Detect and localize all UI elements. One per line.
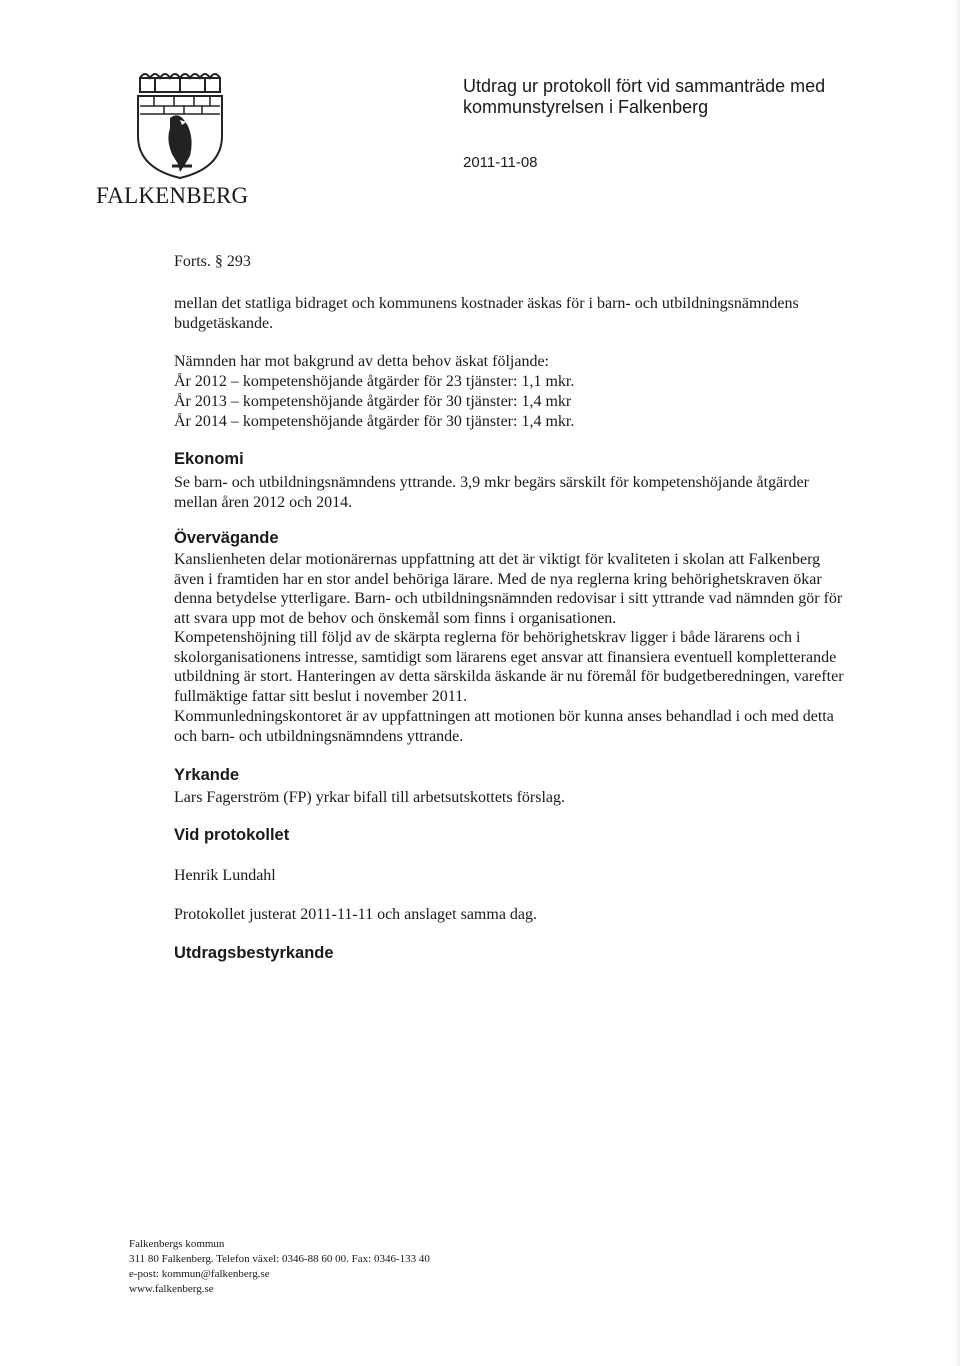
list-item: År 2013 – kompetenshöjande åtgärder för 30 tjänster: 1,4 mkr — [174, 393, 572, 410]
footer-contact — [129, 1237, 430, 1297]
heading-vid-protokollet: Vid protokollet — [174, 826, 290, 844]
footer-org: Falkenbergs kommun — [129, 1238, 225, 1250]
signatory-name: Henrik Lundahl — [174, 867, 276, 884]
justering-text: Protokollet justerat 2011-11-11 och anslaget samma dag. — [174, 906, 538, 923]
document-title: Utdrag ur protokoll fört vid sammanträde med kommunstyrelsen i Falkenberg — [463, 76, 826, 117]
overvagande-paragraph: Kompetenshöjning till följd av de skärpta reglerna för behörighetskrav ligger i både lärarens och i skolorganisationens intresse, samtidigt som lärarens eget ansvar att finansiera eventuell kompletterande utbildning är stort. Hanteringen av detta särskilda äskande är nu föremål för budgetberedningen, varefter fullmäktige fattar sitt beslut i november 2011. — [174, 629, 844, 705]
heading-utdragsbestyrkande: Utdragsbestyrkande — [174, 944, 334, 962]
list-item: År 2014 – kompetenshöjande åtgärder för 30 tjänster: 1,4 mkr. — [174, 413, 575, 430]
heading-overvagande: Övervägande — [174, 529, 279, 547]
scan-edge-shadow — [954, 0, 960, 1366]
footer-website: www.falkenberg.se — [129, 1283, 214, 1295]
heading-ekonomi: Ekonomi — [174, 450, 244, 468]
overvagande-paragraph: Kanslienheten delar motionärernas uppfattning att det är viktigt för kvaliteten i skolan att Falkenberg även i framtiden har en stor andel behöriga lärare. Med de nya reglerna kring behörighetskraven ökar denna betydelse ytterligare. Barn- och utbildningsnämnden redovisar i sitt yttrande vad nämnden gör för att svara upp mot de behov och önskemål som finns i organisationen. — [174, 551, 843, 627]
yrkande-paragraph: Lars Fagerström (FP) yrkar bifall till arbetsutskottets förslag. — [174, 789, 566, 806]
falkenberg-coat-of-arms-icon — [130, 70, 230, 180]
footer-address: 311 80 Falkenberg. Telefon växel: 0346-88 60 00. Fax: 0346-133 40 — [129, 1253, 430, 1265]
heading-yrkande: Yrkande — [174, 766, 240, 784]
overvagande-paragraph: Kommunledningskontoret är av uppfattningen att motionen bör kunna anses behandlad i och med detta och barn- och utbildningsnämndens yttrande. — [174, 708, 834, 745]
intro-paragraph: mellan det statliga bidraget och kommunens kostnader äskas för i barn- och utbildningsnämndens budgetäskande. — [174, 295, 799, 332]
document-date: 2011-11-08 — [463, 154, 538, 171]
section-reference: Forts. § 293 — [174, 253, 251, 270]
ekonomi-paragraph: Se barn- och utbildningsnämndens yttrande. 3,9 mkr begärs särskilt för kompetenshöjande åtgärder mellan åren 2012 och 2014. — [174, 474, 809, 511]
list-intro: Nämnden har mot bakgrund av detta behov äskat följande: — [174, 353, 549, 370]
list-item: År 2012 – kompetenshöjande åtgärder för 23 tjänster: 1,1 mkr. — [174, 373, 575, 390]
footer-email: e-post: kommun@falkenberg.se — [129, 1268, 270, 1280]
organization-name: FALKENBERG — [96, 183, 249, 208]
